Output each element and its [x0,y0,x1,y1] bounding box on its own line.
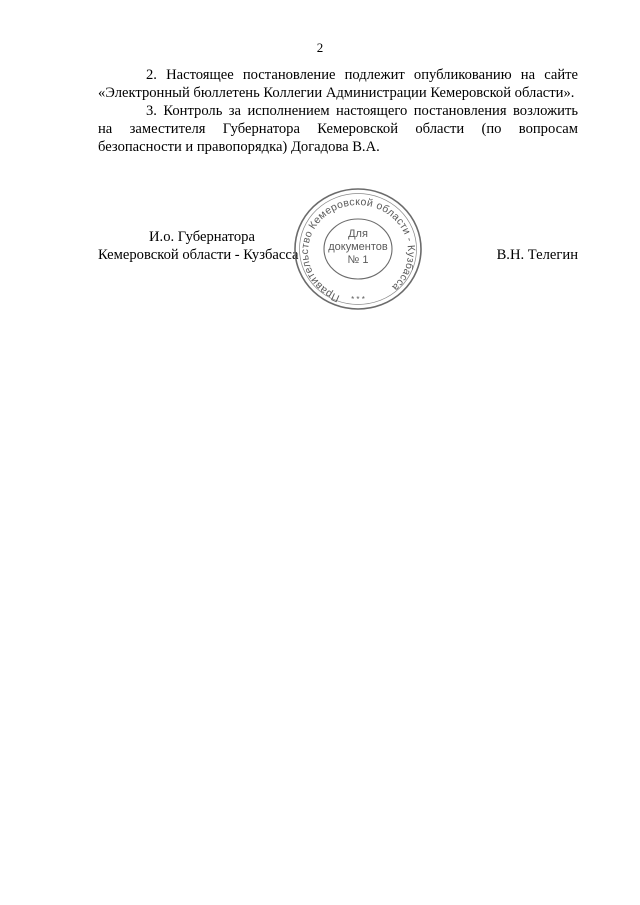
paragraph-publication: 2. Настоящее постановление подлежит опубликованию на сайте «Электронный бюллетень Коллегии Администрации Кемеровской области». [98,67,578,101]
seal-center-line-3: № 1 [347,254,369,266]
signer-title-line-2: Кемеровской области - Кузбасса [98,247,299,263]
seal-center-line-1: Для [348,228,368,240]
seal-ring-text: Правительство Кемеровской области - Кузбасса [299,195,418,305]
document-body [98,66,578,156]
signer-title-line-1: И.о. Губернатора [149,229,255,245]
official-seal [292,186,424,312]
page-number: 2 [316,40,324,55]
seal-stars: * * * [351,295,365,304]
signer-name: В.Н. Телегин [496,247,578,263]
seal-center-line-2: документов [328,241,388,253]
paragraph-control: 3. Контроль за исполнением настоящего постановления возложить на заместителя Губернатора Кемеровской области (по вопросам безопасности и правопорядка) Догадова В.А. [98,103,578,155]
